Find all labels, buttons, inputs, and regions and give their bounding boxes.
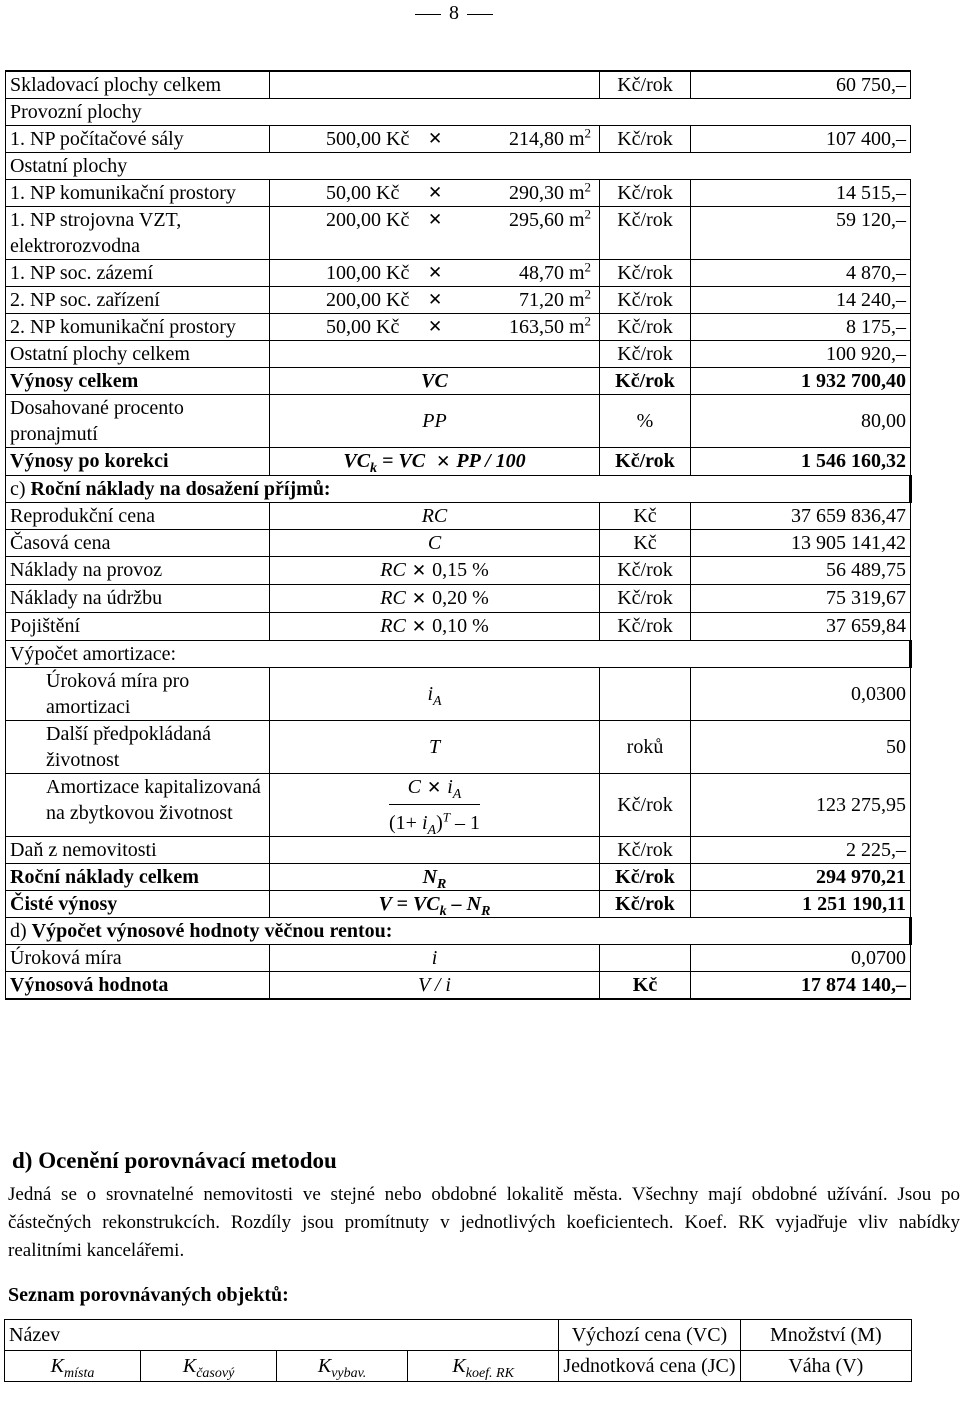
row-remaining-life: Další předpokládaná životnost T roků 50	[6, 721, 911, 774]
page-number: 8	[0, 2, 908, 25]
row-occupancy: Dosahované procento pronajmutí PP % 80,00	[6, 395, 911, 448]
amortization-formula: $\frac{C ✕ i_A}{(1+ i_A)^T - 1}$	[389, 776, 480, 838]
compare-coef-row: $K_{místa}$ $K_{časový}$ $K_{vybav.}$ $K_{koef. RK}$ Jednotková cena (JC) Váha (V)	[5, 1351, 912, 1382]
row-income-corrected: Výnosy po korekci $VC_k$ = VC ✕ PP / 100 Kč/rok 1 546 160,32	[6, 448, 911, 476]
row-amortization-rate: Úroková míra pro amortizaci $i_A$ 0,0300	[6, 668, 911, 721]
section-paragraph: Jedná se o srovnatelné nemovitosti ve stejné nebo obdobné lokalitě města. Všechny mají obdobné užívání. Jsou po částečných rekonstrukcích. Rozdíly jsou promítnuty v jednotlivých koeficientech. Koef. RK vyjadřuje vliv nabídky realitními kancelářemi.	[8, 1184, 960, 1261]
section-c-header: c) Roční náklady na dosažení příjmů:	[6, 476, 911, 503]
row-net-income: Čisté výnosy $V = VC_k - N_R$ Kč/rok 1 251 190,11	[6, 891, 911, 918]
row-computer-rooms: 1. NP počítačové sály 500,00 Kč ✕ 214,80 $m^2$ Kč/rok 107 400,–	[6, 126, 911, 153]
row-maintenance-cost: Náklady na údržbu RC ✕ 0,20 % Kč/rok 75 319,67	[6, 585, 911, 613]
row-np2-social: 2. NP soc. zařízení 200,00 Kč ✕ 71,20 $m^2$ Kč/rok 14 240,–	[6, 287, 911, 314]
section-heading: d) Ocenění porovnávací metodou	[12, 1148, 337, 1173]
income-valuation-table	[5, 70, 912, 1000]
row-operating-cost: Náklady na provoz RC ✕ 0,15 % Kč/rok 56 489,75	[6, 557, 911, 585]
row-np1-engine-room: 1. NP strojovna VZT, elektrorozvodna 200,00 Kč ✕ 295,60 $m^2$ Kč/rok 59 120,–	[6, 207, 911, 260]
compare-header-row: Název Výchozí cena (VC) Množství (M)	[5, 1320, 912, 1351]
row-insurance: Pojištění RC ✕ 0,10 % Kč/rok 37 659,84	[6, 613, 911, 641]
row-np2-corridors: 2. NP komunikační prostory 50,00 Kč ✕ 163,50 $m^2$ Kč/rok 8 175,–	[6, 314, 911, 341]
section-d-header: d) Výpočet výnosové hodnoty věčnou rentou:	[6, 918, 911, 945]
row-annual-costs-total: Roční náklady celkem $N_R$ Kč/rok 294 970,21	[6, 864, 911, 891]
row-np1-social: 1. NP soc. zázemí 100,00 Kč ✕ 48,70 $m^2$ Kč/rok 4 870,–	[6, 260, 911, 287]
row-capitalized-amortization: Amortizace kapitalizovaná na zbytkovou životnost $\frac{C ✕ i_A}{(1+ i_A)^T - 1}$ Kč/rok 123 275,95	[6, 774, 911, 837]
row-operating-areas: Provozní plochy	[6, 99, 911, 126]
row-income-total: Výnosy celkem VC Kč/rok 1 932 700,40	[6, 368, 911, 395]
list-title: Seznam porovnávaných objektů:	[8, 1284, 289, 1306]
row-reproduction-cost: Reprodukční cena RC Kč 37 659 836,47	[6, 503, 911, 530]
row-property-tax: Daň z nemovitosti Kč/rok 2 225,–	[6, 837, 911, 864]
row-income-value: Výnosová hodnota V / i Kč 17 874 140,–	[6, 972, 911, 1000]
row-other-total: Ostatní plochy celkem Kč/rok 100 920,–	[6, 341, 911, 368]
comparison-table	[4, 1319, 912, 1382]
row-np1-corridors: 1. NP komunikační prostory 50,00 Kč ✕ 290,30 $m^2$ Kč/rok 14 515,–	[6, 180, 911, 207]
row-other-areas: Ostatní plochy	[6, 153, 911, 180]
row-amortization-header: Výpočet amortizace:	[6, 641, 911, 668]
row-storage-total: Skladovací plochy celkem Kč/rok 60 750,–	[6, 71, 911, 99]
row-time-value: Časová cena C Kč 13 905 141,42	[6, 530, 911, 557]
row-interest-rate: Úroková míra i 0,0700	[6, 945, 911, 972]
